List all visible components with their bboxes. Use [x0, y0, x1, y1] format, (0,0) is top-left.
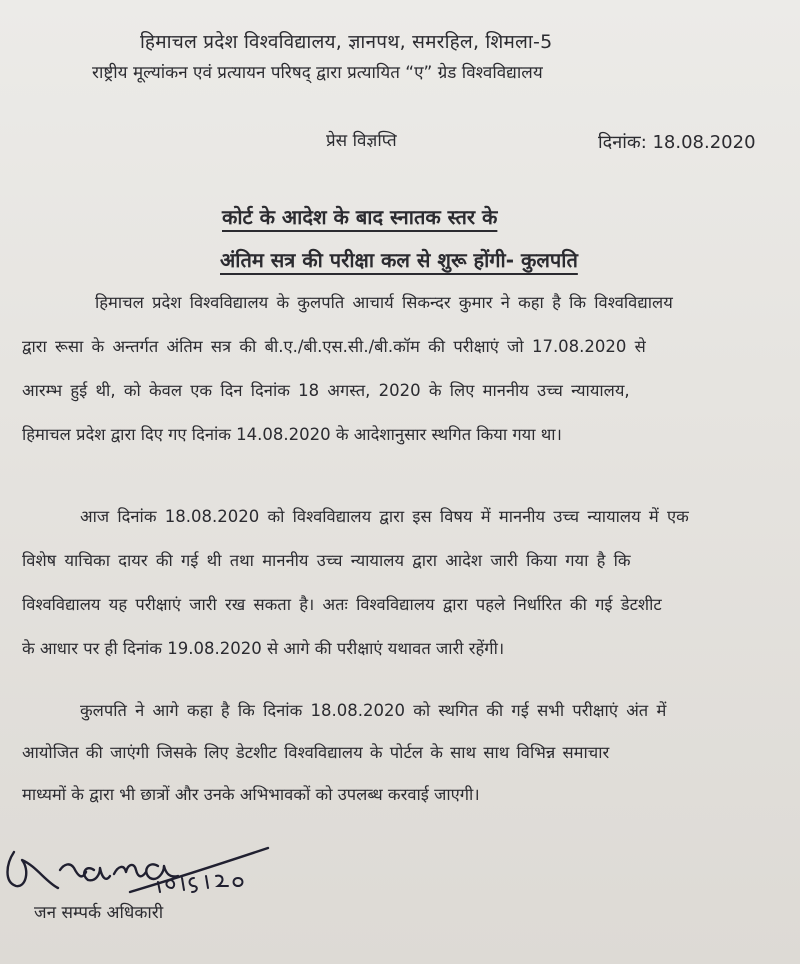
paragraph-3-line-1: कुलपति ने आगे कहा है कि दिनांक 18.08.2020 को स्थगित की गई सभी परीक्षाएं अंत में — [80, 701, 667, 720]
headline-line-1: कोर्ट के आदेश के बाद स्नातक स्तर के — [222, 205, 498, 229]
paragraph-3-line-3: माध्यमों के द्वारा भी छात्रों और उनके अभिभावकों को उपलब्ध करवाई जाएगी। — [22, 785, 480, 804]
paragraph-3-line-2: आयोजित की जाएंगी जिसके लिए डेटशीट विश्वविद्यालय के पोर्टल के साथ साथ विभिन्न समाचार — [22, 743, 610, 762]
public-relations-officer: जन सम्पर्क अधिकारी — [34, 903, 164, 923]
university-name-address: हिमाचल प्रदेश विश्वविद्यालय, ज्ञानपथ, समरहिल, शिमला-5 — [140, 31, 553, 53]
headline-line-2: अंतिम सत्र की परीक्षा कल से शुरू होंगी- कुलपति — [220, 248, 578, 272]
accreditation-line: राष्ट्रीय मूल्यांकन एवं प्रत्यायन परिषद् द्वारा प्रत्यायित “ए” ग्रेड विश्वविद्यालय — [92, 63, 543, 83]
paragraph-2-line-3: विश्वविद्यालय यह परीक्षाएं जारी रख सकता है। अतः विश्वविद्यालय द्वारा पहले निर्धारित की गई डेटशीट — [22, 595, 662, 614]
paragraph-2-line-2: विशेष याचिका दायर की गई थी तथा माननीय उच्च न्यायालय द्वारा आदेश जारी किया गया है कि — [22, 551, 631, 570]
paragraph-1-line-2: द्वारा रूसा के अन्तर्गत अंतिम सत्र की बी.ए./बी.एस.सी./बी.कॉम की परीक्षाएं जो 17.08.2020 से — [22, 337, 646, 356]
paragraph-1-line-3: आरम्भ हुई थी, को केवल एक दिन दिनांक 18 अगस्त, 2020 के लिए माननीय उच्च न्यायालय, — [22, 381, 630, 400]
paragraph-2-line-4: के आधार पर ही दिनांक 19.08.2020 से आगे की परीक्षाएं यथावत जारी रहेंगी। — [22, 639, 505, 658]
paragraph-1-line-1: हिमाचल प्रदेश विश्वविद्यालय के कुलपति आचार्य सिकन्दर कुमार ने कहा है कि विश्वविद्यालय — [95, 293, 673, 312]
release-date: दिनांक: 18.08.2020 — [598, 132, 756, 153]
paragraph-2-line-1: आज दिनांक 18.08.2020 को विश्वविद्यालय द्वारा इस विषय में माननीय उच्च न्यायालय में एक — [80, 507, 689, 526]
handwritten-signature — [0, 830, 300, 902]
press-release-label: प्रेस विज्ञप्ति — [326, 131, 397, 151]
paragraph-1-line-4: हिमाचल प्रदेश द्वारा दिए गए दिनांक 14.08.2020 के आदेशानुसार स्थगित किया गया था। — [22, 425, 562, 444]
